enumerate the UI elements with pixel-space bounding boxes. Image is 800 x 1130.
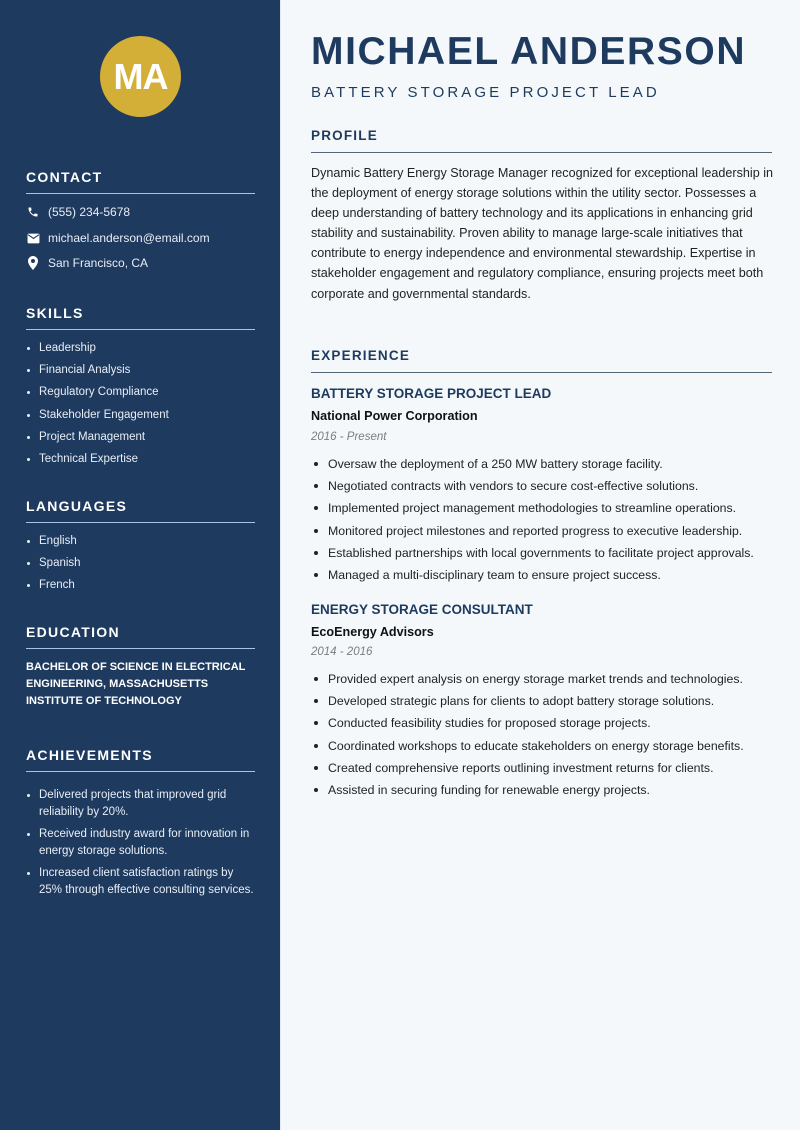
contact-heading: CONTACT <box>26 169 103 185</box>
languages-heading: LANGUAGES <box>26 498 128 514</box>
education-heading: EDUCATION <box>26 624 120 640</box>
email-text: michael.anderson@email.com <box>48 231 210 245</box>
email-icon <box>26 231 40 245</box>
skill-item: Technical Expertise <box>26 452 255 474</box>
contact-phone <box>26 205 130 219</box>
education-degree: BACHELOR OF SCIENCE IN ELECTRICAL ENGINEERING, MASSACHUSETTS INSTITUTE OF TECHNOLOGY <box>26 661 246 707</box>
skill-item: Stakeholder Engagement <box>26 408 255 430</box>
language-item: French <box>26 578 255 600</box>
job-bullet: Conducted feasibility studies for proposed storage projects. <box>311 715 791 737</box>
skills-list <box>26 341 255 474</box>
job-bullets <box>311 456 791 589</box>
education-divider <box>26 648 255 649</box>
contact-location <box>26 256 148 270</box>
profile-text: Dynamic Battery Energy Storage Manager recognized for exceptional leadership in the deployment of energy storage solutions within the utility sector. Possesses a deep understanding of battery technology and its applications in enhancing grid stability and sustainability. Proven ability to manage large-scale initiatives that contribute to energy independence and environmental stewardship. Expertise in stakeholder engagement and regulatory compliance, ensuring projects meet both corporate and governmental standards. <box>311 166 774 301</box>
job-bullet: Managed a multi-disciplinary team to ensure project success. <box>311 567 791 589</box>
job-company: EcoEnergy Advisors <box>311 625 434 639</box>
achievement-item: Delivered projects that improved grid reliability by 20%. <box>26 787 255 821</box>
sidebar <box>0 0 280 1130</box>
job-bullet: Implemented project management methodologies to streamline operations. <box>311 500 791 522</box>
achievements-heading: ACHIEVEMENTS <box>26 747 153 763</box>
job-bullet: Oversaw the deployment of a 250 MW battery storage facility. <box>311 456 791 478</box>
job-bullet: Negotiated contracts with vendors to secure cost-effective solutions. <box>311 478 791 500</box>
job-bullet: Monitored project milestones and reported progress to executive leadership. <box>311 523 791 545</box>
candidate-title: BATTERY STORAGE PROJECT LEAD <box>311 84 660 101</box>
job-bullet: Developed strategic plans for clients to adopt battery storage solutions. <box>311 693 791 715</box>
skill-item: Project Management <box>26 430 255 452</box>
skill-item: Leadership <box>26 341 255 363</box>
experience-heading: EXPERIENCE <box>311 348 411 363</box>
location-pin-icon <box>26 256 40 270</box>
achievement-item: Received industry award for innovation in energy storage solutions. <box>26 826 255 860</box>
job-dates: 2016 - Present <box>311 431 387 443</box>
job-bullet: Created comprehensive reports outlining investment returns for clients. <box>311 760 791 782</box>
skill-item: Regulatory Compliance <box>26 385 255 407</box>
job-bullets <box>311 671 791 804</box>
job-company: National Power Corporation <box>311 409 478 423</box>
job-bullet: Provided expert analysis on energy storage market trends and technologies. <box>311 671 791 693</box>
language-item: Spanish <box>26 556 255 578</box>
experience-divider <box>311 372 772 373</box>
profile-heading: PROFILE <box>311 128 378 143</box>
languages-list <box>26 534 255 601</box>
avatar: MA <box>100 36 181 117</box>
achievements-divider <box>26 771 255 772</box>
achievements-list <box>26 787 255 904</box>
job-title: ENERGY STORAGE CONSULTANT <box>311 602 533 617</box>
languages-divider <box>26 522 255 523</box>
job-bullet: Established partnerships with local governments to facilitate project approvals. <box>311 545 791 567</box>
phone-text: (555) 234-5678 <box>48 205 131 219</box>
phone-icon <box>26 205 40 219</box>
main-content <box>280 0 800 1130</box>
job-title: BATTERY STORAGE PROJECT LEAD <box>311 386 552 401</box>
skill-item: Financial Analysis <box>26 363 255 385</box>
job-bullet: Assisted in securing funding for renewable energy projects. <box>311 782 791 804</box>
skills-divider <box>26 329 255 330</box>
contact-divider <box>26 193 255 194</box>
skills-heading: SKILLS <box>26 305 84 321</box>
contact-email[interactable] <box>26 231 210 245</box>
job-dates: 2014 - 2016 <box>311 646 373 658</box>
achievement-item: Increased client satisfaction ratings by 25% through effective consulting services. <box>26 865 255 899</box>
profile-divider <box>311 152 772 153</box>
candidate-name: MICHAEL ANDERSON <box>311 30 747 73</box>
location-text: San Francisco, CA <box>48 256 149 270</box>
job-bullet: Coordinated workshops to educate stakeholders on energy storage benefits. <box>311 738 791 760</box>
language-item: English <box>26 534 255 556</box>
